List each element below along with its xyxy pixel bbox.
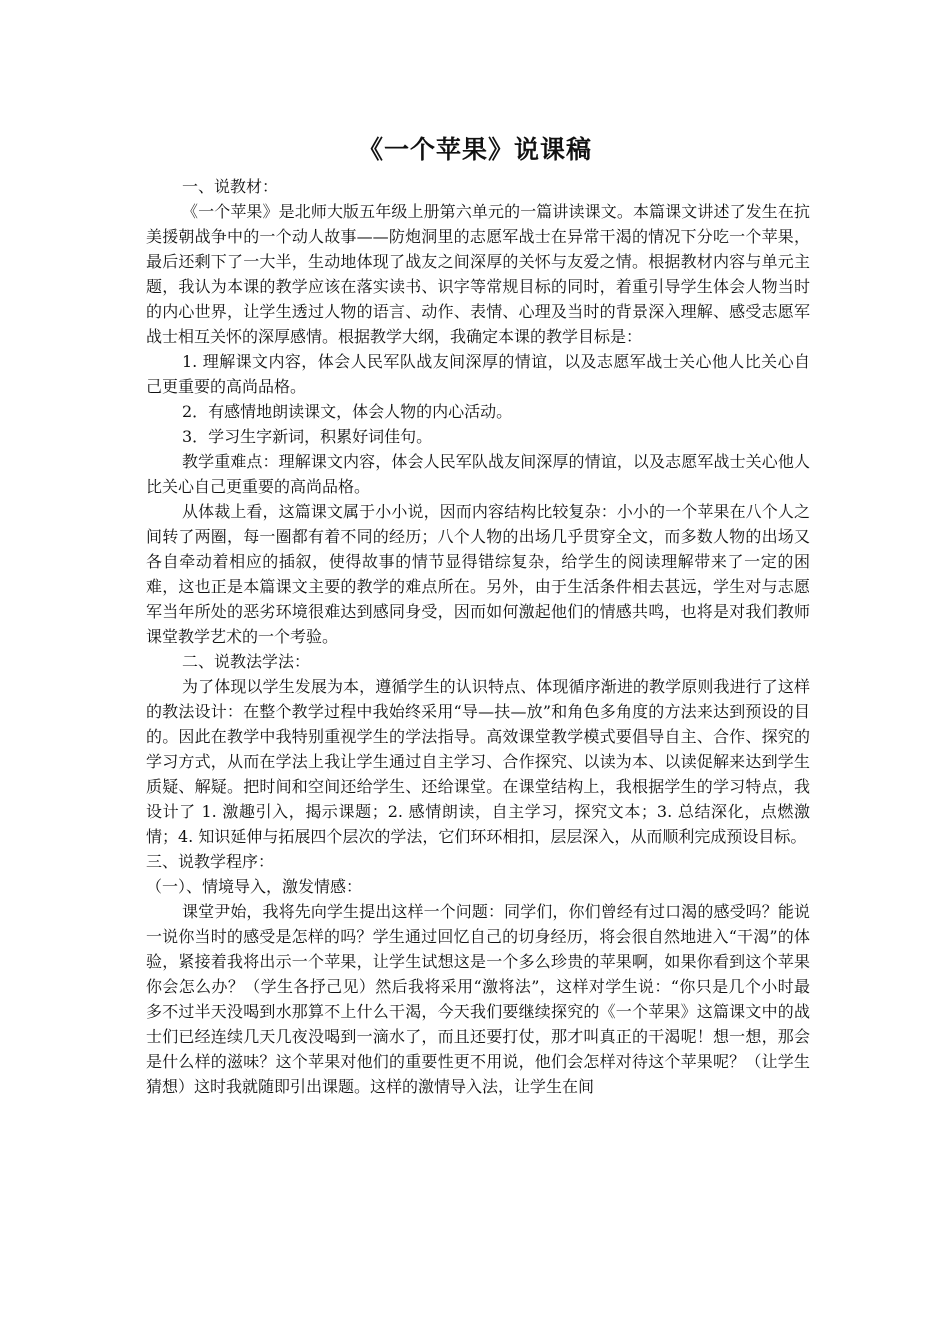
paragraph: 从体裁上看，这篇课文属于小小说，因而内容结构比较复杂：小小的一个苹果在八个人之间转了两圈，每一圈都有着不同的经历；八个人物的出场几乎贯穿全文，而多数人物的出场又各自牵动着相应的插叙，使得故事的情节显得错综复杂，给学生的阅读理解带来了一定的困难，这也正是本篇课文主要的教学的难点所在。另外，由于生活条件相去甚远，学生对与志愿军当年所处的恶劣环境很难达到感同身受，因而如何激起他们的情感共鸣，也将是对我们教师课堂教学艺术的一个考验。 [146, 502, 810, 646]
paragraph: 为了体现以学生发展为本，遵循学生的认识特点、体现循序渐进的教学原则我进行了这样的教法设计：在整个教学过程中我始终采用“导—扶—放”和角色多角度的方法来达到预设的目的。因此在教学中我特别重视学生的学法指导。高效课堂教学模式要倡导自主、合作、探究的学习方式，从而在学法上我让学生通过自主学习、合作探究、以读为本、以读促解来达到学生质疑、解疑。把时间和空间还给学生、还给课堂。在课堂结构上，我根据学生的学习特点，我设计了 1. 激趣引入，揭示课题；2. 感情朗读，自主学习，探究文本；3. 总结深化，点燃激情；4. 知识延伸与拓展四个层次的学法，它们环环相扣，层层深入，从而顺利完成预设目标。 [146, 677, 810, 846]
paragraph: 1. 理解课文内容，体会人民军队战友间深厚的情谊，以及志愿军战士关心他人比关心自己更重要的高尚品格。 [146, 352, 810, 396]
subsection-heading: （一）、情境导入，激发情感： [146, 877, 363, 896]
paragraph: 《一个苹果》是北师大版五年级上册第六单元的一篇讲读课文。本篇课文讲述了发生在抗美援朝战争中的一个动人故事——防炮洞里的志愿军战士在异常干渴的情况下分吃一个苹果，最后还剩下了一大半，生动地体现了战友之间深厚的关怀与友爱之情。根据教材内容与单元主题，我认为本课的教学应该在落实读书、识字等常规目标的同时，着重引导学生体会人物当时的内心世界，让学生透过人物的语言、动作、表情、心理及当时的背景深入理解、感受志愿军战士相互关怀的深厚感情。根据教学大纲，我确定本课的教学目标是： [146, 202, 810, 346]
paragraph: 二、说教法学法： [182, 652, 311, 671]
document-title: 《一个苹果》说课稿 [357, 135, 592, 164]
document-body [146, 174, 810, 1099]
paragraph: 一、说教材： [182, 177, 279, 196]
section-heading: 三、说教学程序： [146, 852, 275, 871]
paragraph: 课堂尹始，我将先向学生提出这样一个问题：同学们，你们曾经有过口渴的感受吗？能说一说你当时的感受是怎样的吗？学生通过回忆自己的切身经历，将会很自然地进入“干渴”的体验，紧接着我将出示一个苹果，让学生试想这是一个多么珍贵的苹果啊，如果你看到这个苹果你会怎么办？（学生各抒己见）然后我将采用“激将法”，这样对学生说：“你只是几个小时最多不过半天没喝到水那算不上什么干渴，今天我们要继续探究的《一个苹果》这篇课文中的战士们已经连续几天几夜没喝到一滴水了，而且还要打仗，那才叫真正的干渴呢！想一想，那会是什么样的滋味？这个苹果对他们的重要性更不用说，他们会怎样对待这个苹果呢？（让学生猜想）这时我就随即引出课题。这样的激情导入法，让学生在间 [146, 902, 810, 1096]
paragraph: 2．有感情地朗读课文，体会人物的内心活动。 [182, 402, 513, 421]
paragraph: 教学重难点：理解课文内容，体会人民军队战友间深厚的情谊，以及志愿军战士关心他人比关心自己更重要的高尚品格。 [146, 452, 810, 496]
paragraph: 3．学习生字新词，积累好词佳句。 [182, 427, 433, 446]
